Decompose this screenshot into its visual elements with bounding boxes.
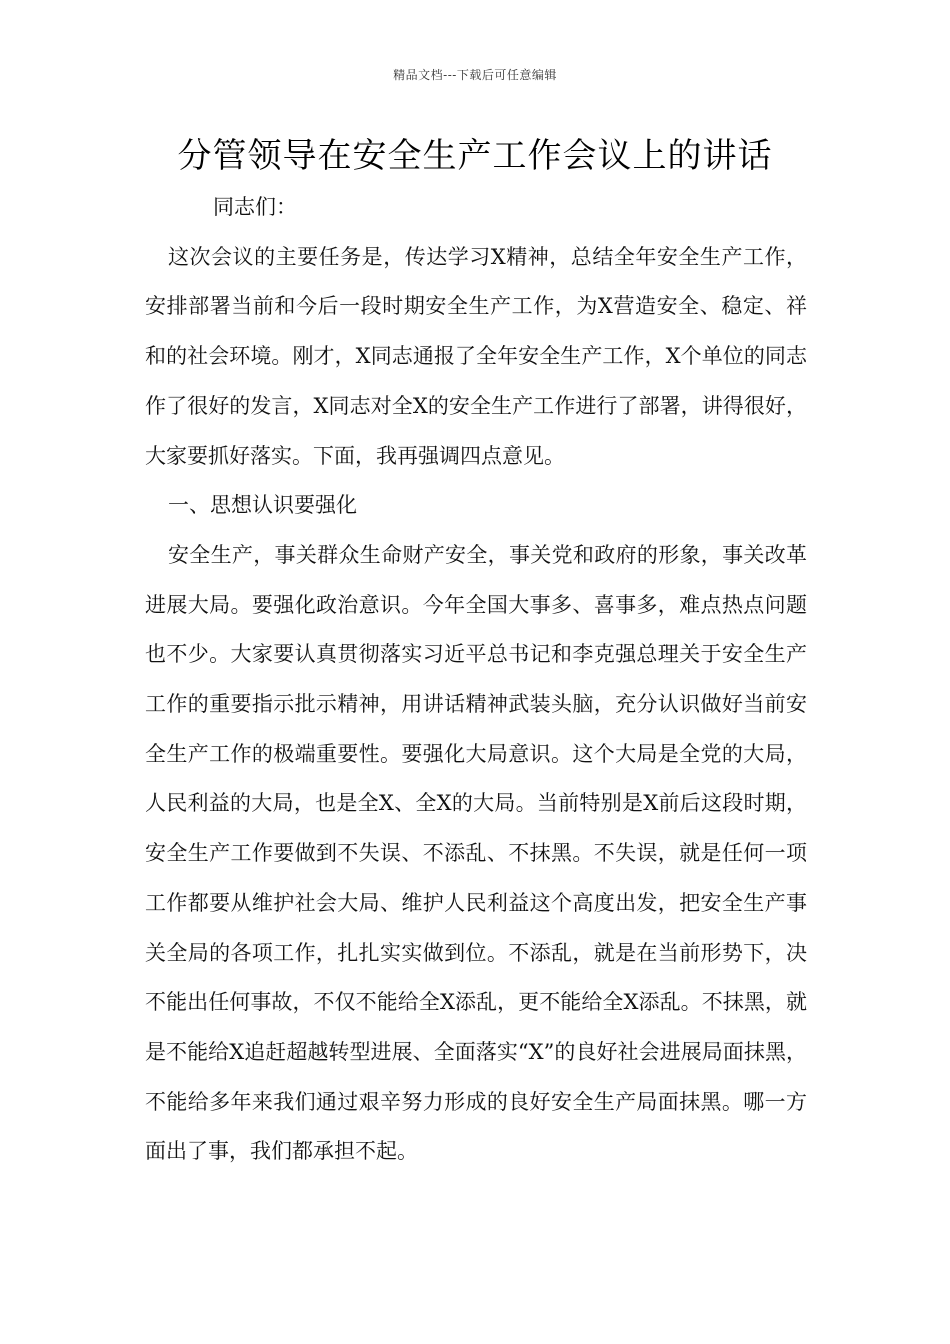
header-note: 精品文档---下载后可任意编辑 <box>393 68 557 82</box>
paragraph-intro: 这次会议的主要任务是，传达学习X精神，总结全年安全生产工作，安排部署当前和今后一段时期安全生产工作，为X营造安全、稳定、祥和的社会环境。刚才，X同志通报了全年安全生产工作，X个单位的同志作了很好的发言，X同志对全X的安全生产工作进行了部署，讲得很好，大家要抓好落实。下面，我再强调四点意见。 <box>145 244 807 468</box>
document-title: 分管领导在安全生产工作会议上的讲话 <box>177 136 773 176</box>
section-heading: 一、思想认识要强化 <box>168 493 357 518</box>
greeting: 同志们： <box>213 195 297 219</box>
document-body <box>145 183 807 1177</box>
paragraph-safety: 安全生产，事关群众生命财产安全，事关党和政府的形象，事关改革进展大局。要强化政治意识。今年全国大事多、喜事多，难点热点问题也不少。大家要认真贯彻落实习近平总书记和李克强总理关于安全生产工作的重要指示批示精神，用讲话精神武装头脑，充分认识做好当前安全生产工作的极端重要性。要强化大局意识。这个大局是全党的大局，人民利益的大局，也是全X、全X的大局。当前特别是X前后这段时期，安全生产工作要做到不失误、不添乱、不抹黑。不失误，就是任何一项工作都要从维护社会大局、维护人民利益这个高度出发，把安全生产事关全局的各项工作，扎扎实实做到位。不添乱，就是在当前形势下，决不能出任何事故，不仅不能给全X添乱，更不能给全X添乱。不抹黑，就是不能给X追赶超越转型进展、全面落实“X”的良好社会进展局面抹黑，不能给多年来我们通过艰辛努力形成的良好安全生产局面抹黑。哪一方面出了事，我们都承担不起。 <box>145 542 807 1164</box>
